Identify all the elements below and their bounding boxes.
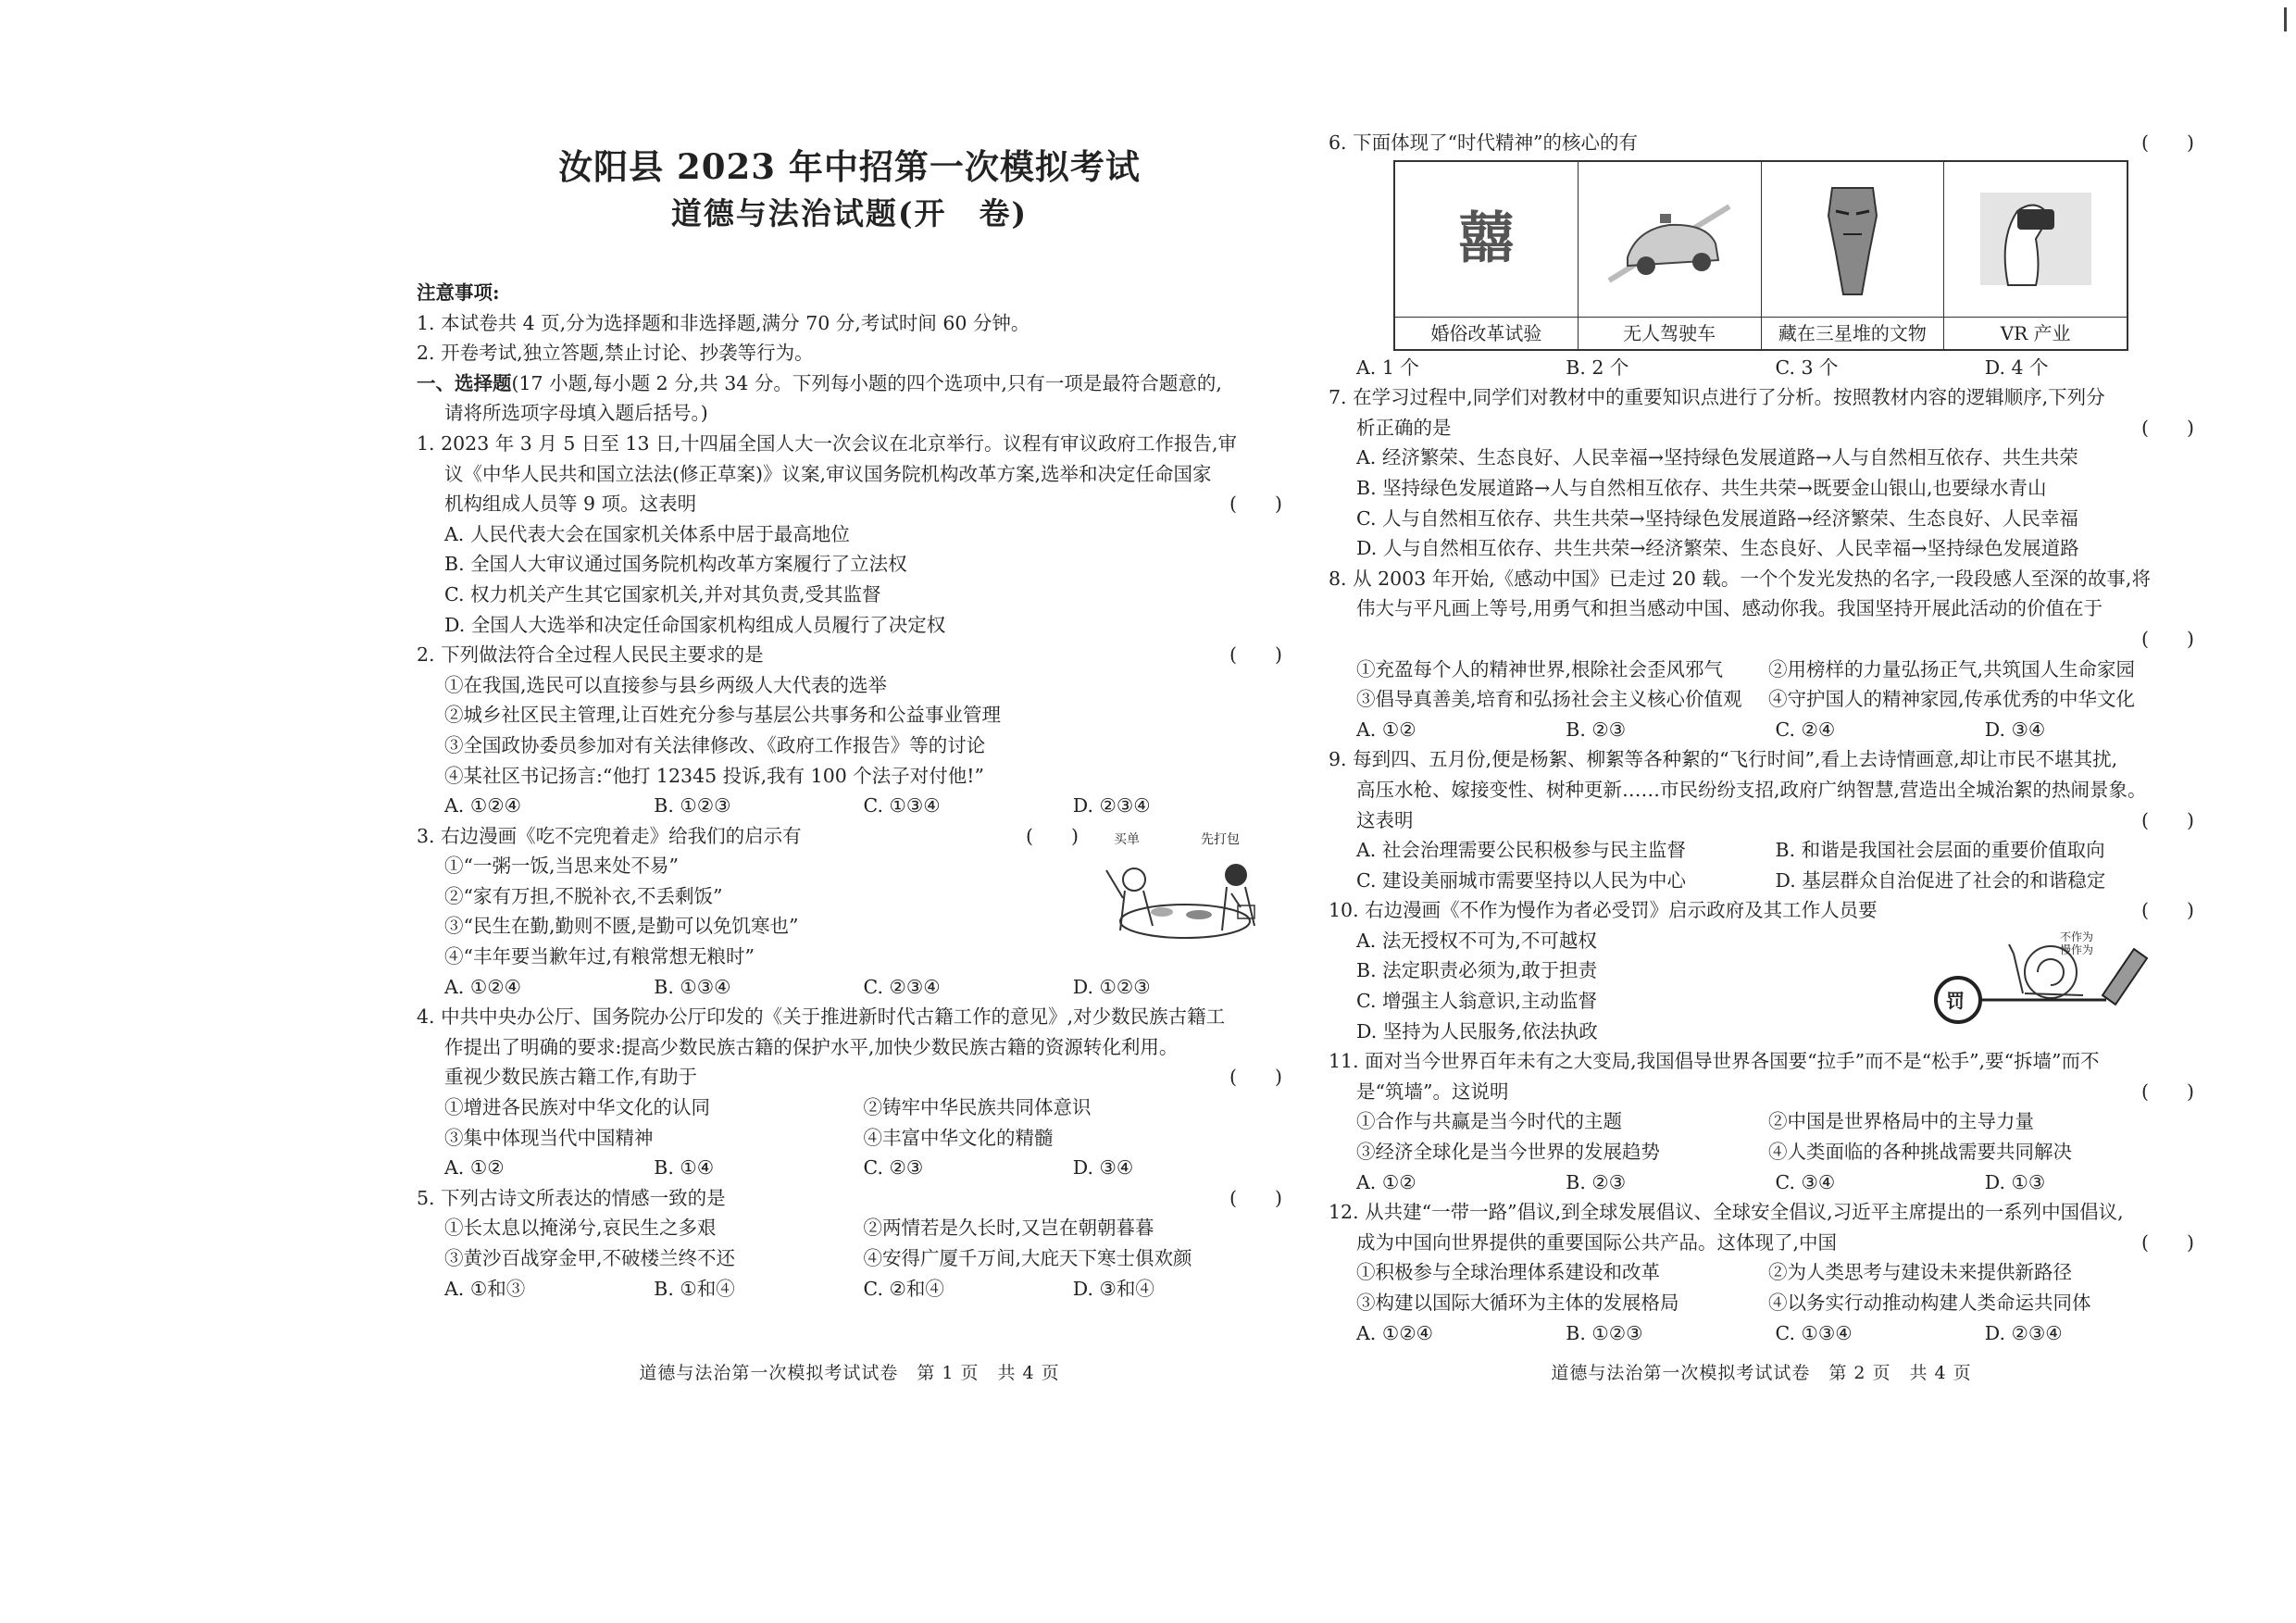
q11-stem-1: 11. 面对当今世界百年未有之大变局,我国倡导世界各国要“拉手”而不是“松手”,要“拆墙”而不 [1329,1050,2100,1073]
self-driving-car-icon [1600,188,1739,290]
q1-answer-blank[interactable]: ( ) [1229,493,1282,516]
q11-item-1: ①合作与共赢是当今时代的主题 [1356,1110,1622,1133]
q6-option-c: C. 3 个 [1775,356,1839,379]
q12-item-2: ②为人类思考与建设未来提供新路径 [1768,1261,2072,1284]
q8-answer-blank[interactable]: ( ) [2141,627,2194,650]
q4-stem-1: 4. 中共中央办公厅、国务院办公厅印发的《关于推进新时代古籍工作的意见》,对少数民族古籍工 [417,1005,1226,1029]
q6-cell-3 [1762,162,1945,349]
exam-title: 汝阳县 2023 年中招第一次模拟考试 [558,146,1141,187]
q6-pic-vr [1944,162,2127,318]
q4-option-a: A. ①② [444,1156,505,1180]
q3-option-b: B. ①③④ [654,975,731,998]
q4-stem-3: 重视少数民族古籍工作,有助于 ( ) [417,1062,1282,1092]
q11-items-row-1 [1329,1106,2194,1137]
q12-option-b: B. ①②③ [1566,1321,1643,1344]
vr-headset-icon [1971,183,2101,294]
q4-item-4: ④丰富中华文化的精髓 [863,1126,1054,1149]
q9-stem-2: 高压水枪、嫁接变性、树种更新……市民纷纷支招,政府广纳智慧,营造出全城治絮的热闹景象。 [1356,778,2147,801]
section-1-note: (17 小题,每小题 2 分,共 34 分。下列每小题的四个选项中,只有一项是最符合题意的, [511,371,1222,394]
page-1 [417,0,1282,1623]
q2-item-2: ②城乡社区民主管理,让百姓充分参与基层公共事务和公益事业管理 [444,704,1002,727]
q1-option-b: B. 全国人大审议通过国务院机构改革方案履行了立法权 [444,553,907,576]
q3-cartoon-drawing [1097,833,1282,958]
q9-stem-1: 9. 每到四、五月份,便是杨絮、柳絮等各种絮的“飞行时间”,看上去诗情画意,却让市民不堪其扰, [1329,748,2118,771]
q7-option-c: C. 人与自然相互依存、共生共荣→坚持绿色发展道路→经济繁荣、生态良好、人民幸福 [1356,506,2078,530]
scan-edge-mark [2284,7,2287,31]
q12-item-1: ①积极参与全球治理体系建设和改革 [1356,1261,1660,1284]
q8-option-d: D. ③④ [1984,718,2046,741]
q6-caption-1: 婚俗改革试验 [1430,321,1542,344]
q11-option-a: A. ①② [1356,1170,1416,1193]
q4-answer-blank[interactable]: ( ) [1229,1066,1282,1089]
q7-option-b: B. 坚持绿色发展道路→人与自然相互依存、共生共荣→既要金山银山,也要绿水青山 [1356,476,2047,499]
q7-answer-blank[interactable]: ( ) [2141,416,2194,439]
q12-item-3: ③构建以国际大循环为主体的发展格局 [1356,1292,1679,1314]
q6-caption-2: 无人驾驶车 [1623,321,1716,344]
q5-stem: 5. 下列古诗文所表达的情感一致的是 ( ) [417,1183,1282,1214]
q5-items-row-2 [417,1243,1282,1274]
q11-item-4: ④人类面临的各种挑战需要共同解决 [1768,1141,2072,1164]
notice-2: 2. 开卷考试,独立答题,禁止讨论、抄袭等行为。 [417,342,814,365]
page-2 [1329,0,2194,1623]
q11-answer-blank[interactable]: ( ) [2141,1080,2194,1103]
q8-option-a: A. ①② [1356,718,1416,741]
notice-heading: 注意事项: [417,281,500,304]
q6-option-a: A. 1 个 [1356,356,1419,379]
q6-options [1329,353,2194,383]
section-1-note-2: 请将所选项字母填入题后括号。) [444,402,708,425]
q8-option-c: C. ②④ [1775,718,1836,741]
q5-options [417,1274,1282,1305]
section-1-instructions [417,368,1282,399]
q12-items-row-1 [1329,1257,2194,1288]
q12-item-4: ④以务实行动推动构建人类命运共同体 [1768,1292,2091,1314]
q11-stem-2: 是“筑墙”。这说明 ( ) [1329,1077,2194,1107]
q4-item-1: ①增进各民族对中华文化的认同 [444,1096,710,1119]
q8-options [1329,715,2194,745]
q3-item-4: ④“丰年要当歉年过,有粮常想无粮时” [444,945,755,968]
q3-option-d: D. ①②③ [1072,975,1151,998]
q2-option-c: C. ①③④ [863,794,941,818]
q2-item-1: ①在我国,选民可以直接参与县乡两级人大代表的选举 [444,673,888,696]
q12-stem-1: 12. 从共建“一带一路”倡议,到全球发展倡议、全球安全倡议,习近平主席提出的一系列中国倡议, [1329,1201,2124,1224]
q6-image-table [1393,160,2128,351]
bronze-mask-icon [1816,179,1890,299]
q12-option-d: D. ②③④ [1984,1321,2063,1344]
q8-item-1: ①充盈每个人的精神世界,根除社会歪风邪气 [1356,657,1724,680]
q9-answer-blank[interactable]: ( ) [2141,808,2194,831]
q4-option-d: D. ③④ [1072,1156,1134,1180]
q10-cartoon-label: 不作为 慢作为 [2060,930,2094,956]
q11-options [1329,1167,2194,1198]
page-1-content [417,278,1282,1304]
q10-stem: 10. 右边漫画《不作为慢作为者必受罚》启示政府及其工作人员要 ( ) [1329,895,2194,926]
q3-option-a: A. ①②④ [444,975,521,998]
q5-item-4: ④安得广厦千万间,大庇天下寒士俱欢颜 [863,1247,1192,1269]
q10-option-d: D. 坚持为人民服务,依法执政 [1356,1019,1598,1042]
q11-option-c: C. ③④ [1775,1170,1836,1193]
q2-item-3: ③全国政协委员参加对有关法律修改、《政府工作报告》等的讨论 [444,733,986,756]
q6-pic-car [1578,162,1761,318]
q5-item-3: ③黄沙百战穿金甲,不破楼兰终不还 [444,1247,736,1269]
q9-option-b: B. 和谐是我国社会层面的重要价值取向 [1775,839,2105,862]
q3-item-3: ③“民生在勤,勤则不匮,是勤可以免饥寒也” [444,915,799,938]
q9-option-a: A. 社会治理需要公民积极参与民主监督 [1356,839,1686,862]
q10-option-b: B. 法定职责必须为,敢于担责 [1356,959,1598,982]
q6-stem: 6. 下面体现了“时代精神”的核心的有 ( ) [1329,128,2194,158]
q9-stem-3: 这表明 ( ) [1329,805,2194,836]
q8-stem-1: 8. 从 2003 年开始,《感动中国》已走过 20 载。一个个发光发热的名字,一段段感人至深的故事,将 [1329,567,2151,590]
q12-option-c: C. ①③④ [1775,1321,1853,1344]
q3-cartoon-label-pack: 先打包 [1201,832,1240,847]
q3-cartoon-label-pay: 买单 [1114,832,1140,847]
q8-option-b: B. ②③ [1566,718,1627,741]
q4-item-2: ②铸牢中华民族共同体意识 [863,1096,1092,1119]
q3-item-2: ②“家有万担,不脱补衣,不丢剩饭” [444,884,723,907]
q1-option-d: D. 全国人大选举和决定任命国家机构组成人员履行了决定权 [444,613,946,636]
q3-stem: 3. 右边漫画《吃不完兜着走》给我们的启示有 ( ) [417,821,1282,852]
q10-answer-blank[interactable]: ( ) [2141,899,2194,922]
q6-cell-4 [1944,162,2127,349]
q6-caption-3: 藏在三星堆的文物 [1778,321,1927,344]
q11-item-2: ②中国是世界格局中的主导力量 [1768,1110,2034,1133]
section-1-heading: 一、选择题 [417,371,512,394]
q5-item-2: ②两情若是久长时,又岂在朝朝暮暮 [863,1217,1154,1240]
q8-item-4: ④守护国人的精神家园,传承优秀的中华文化 [1768,688,2136,711]
q5-items-row-1 [417,1213,1282,1243]
page-2-footer: 道德与法治第一次模拟考试试卷 第 2 页 共 4 页 [1551,1363,1972,1383]
q2-option-b: B. ①②③ [654,794,731,818]
page-2-content [1329,128,2194,1348]
q6-pic-sanxingdui [1762,162,1944,318]
q1-option-c: C. 权力机关产生其它国家机关,并对其负责,受其监督 [444,582,881,606]
q4-stem-2: 作提出了明确的要求:提高少数民族古籍的保护水平,加快少数民族古籍的资源转化利用。 [444,1035,1179,1058]
exam-subtitle: 道德与法治试题(开 卷) [670,195,1029,231]
q3-cartoon [1097,833,1282,958]
q6-option-b: B. 2 个 [1566,356,1629,379]
q7-stem-1: 7. 在学习过程中,同学们对教材中的重要知识点进行了分析。按照教材内容的逻辑顺序,下列分 [1329,386,2105,409]
q6-answer-blank[interactable]: ( ) [2141,131,2194,154]
q5-option-a: A. ①和③ [444,1277,526,1300]
q6-caption-4: VR 产业 [2000,321,2071,344]
q2-answer-blank[interactable]: ( ) [1229,643,1282,667]
q4-option-c: C. ②③ [863,1156,924,1180]
q2-option-d: D. ②③④ [1072,794,1151,818]
q1-stem-2: 议《中华人民共和国立法法(修正草案)》议案,审议国务院机构改革方案,选举和决定任命国家 [444,462,1212,485]
q5-item-1: ①长太息以掩涕兮,哀民生之多艰 [444,1217,717,1240]
q2-item-4: ④某社区书记扬言:“他打 12345 投诉,我有 100 个法子对付他!” [444,764,985,787]
q8-items-row-1 [1329,655,2194,685]
q7-option-d: D. 人与自然相互依存、共生共荣→经济繁荣、生态良好、人民幸福→坚持绿色发展道路 [1356,537,2079,560]
q11-option-d: D. ①③ [1984,1170,2046,1193]
q6-pic-wedding [1395,162,1578,318]
q8-answer-row [1329,624,2194,655]
q11-option-b: B. ②③ [1566,1170,1627,1193]
notice-1: 1. 本试卷共 4 页,分为选择题和非选择题,满分 70 分,考试时间 60 分钟。 [417,311,1030,334]
q9-options-row-2 [1329,866,2194,896]
q12-items-row-2 [1329,1288,2194,1318]
q9-option-c: C. 建设美丽城市需要坚持以人民为中心 [1356,868,1686,892]
q3-options [417,972,1282,1003]
q12-answer-blank[interactable]: ( ) [2141,1230,2194,1254]
q5-option-d: D. ③和④ [1072,1277,1154,1300]
q8-items-row-2 [1329,684,2194,715]
q7-stem-2: 析正确的是 ( ) [1329,413,2194,443]
q12-options [1329,1318,2194,1349]
q4-items-row-2 [417,1123,1282,1154]
q3-answer-blank[interactable]: ( ) [1026,824,1079,847]
q1-stem-3: 机构组成人员等 9 项。这表明 ( ) [417,489,1282,519]
q8-stem-2: 伟大与平凡画上等号,用勇气和担当感动中国、感动你我。我国坚持开展此活动的价值在于 [1356,597,2103,620]
q2-stem: 2. 下列做法符合全过程人民民主要求的是 ( ) [417,640,1282,670]
q11-items-row-2 [1329,1137,2194,1167]
q4-items-row-1 [417,1092,1282,1123]
q7-option-a: A. 经济繁荣、生态良好、人民幸福→坚持绿色发展道路→人与自然相互依存、共生共荣 [1356,446,2078,469]
q12-option-a: A. ①②④ [1356,1321,1433,1344]
page-1-footer: 道德与法治第一次模拟考试试卷 第 1 页 共 4 页 [639,1363,1060,1383]
double-happiness-icon: 囍 [1458,206,1515,271]
q12-stem-2: 成为中国向世界提供的重要国际公共产品。这体现了,中国 ( ) [1329,1228,2194,1258]
q5-option-b: B. ①和④ [654,1277,735,1300]
q2-option-a: A. ①②④ [444,794,521,818]
q4-options [417,1153,1282,1183]
q6-cell-2 [1578,162,1762,349]
q4-option-b: B. ①④ [654,1156,715,1180]
q8-item-2: ②用榜样的力量弘扬正气,共筑国人生命家园 [1768,657,2136,680]
q3-item-1: ①“一粥一饭,当思来处不易” [444,855,679,878]
q2-options [417,791,1282,821]
q1-stem-1: 1. 2023 年 3 月 5 日至 13 日,十四届全国人大一次会议在北京举行。议程有审议政府工作报告,审 [417,431,1238,455]
q6-option-d: D. 4 个 [1984,356,2049,379]
q9-option-d: D. 基层群众自治促进了社会的和谐稳定 [1775,868,2106,892]
q10-cartoon-penalty: 罚 [1946,990,1965,1012]
q5-answer-blank[interactable]: ( ) [1229,1186,1282,1209]
q11-item-3: ③经济全球化是当今世界的发展趋势 [1356,1141,1660,1164]
q9-options-row-1 [1329,835,2194,866]
q10-option-a: A. 法无授权不可为,不可越权 [1356,929,1597,952]
q4-item-3: ③集中体现当代中国精神 [444,1126,654,1149]
q10-option-c: C. 增强主人翁意识,主动监督 [1356,990,1598,1013]
q5-option-c: C. ②和④ [863,1277,944,1300]
q3-option-c: C. ②③④ [863,975,941,998]
q1-option-a: A. 人民代表大会在国家机关体系中居于最高地位 [444,522,850,545]
q6-cell-1 [1395,162,1578,349]
q10-cartoon [1921,921,2152,1028]
q8-item-3: ③倡导真善美,培育和弘扬社会主义核心价值观 [1356,688,1742,711]
